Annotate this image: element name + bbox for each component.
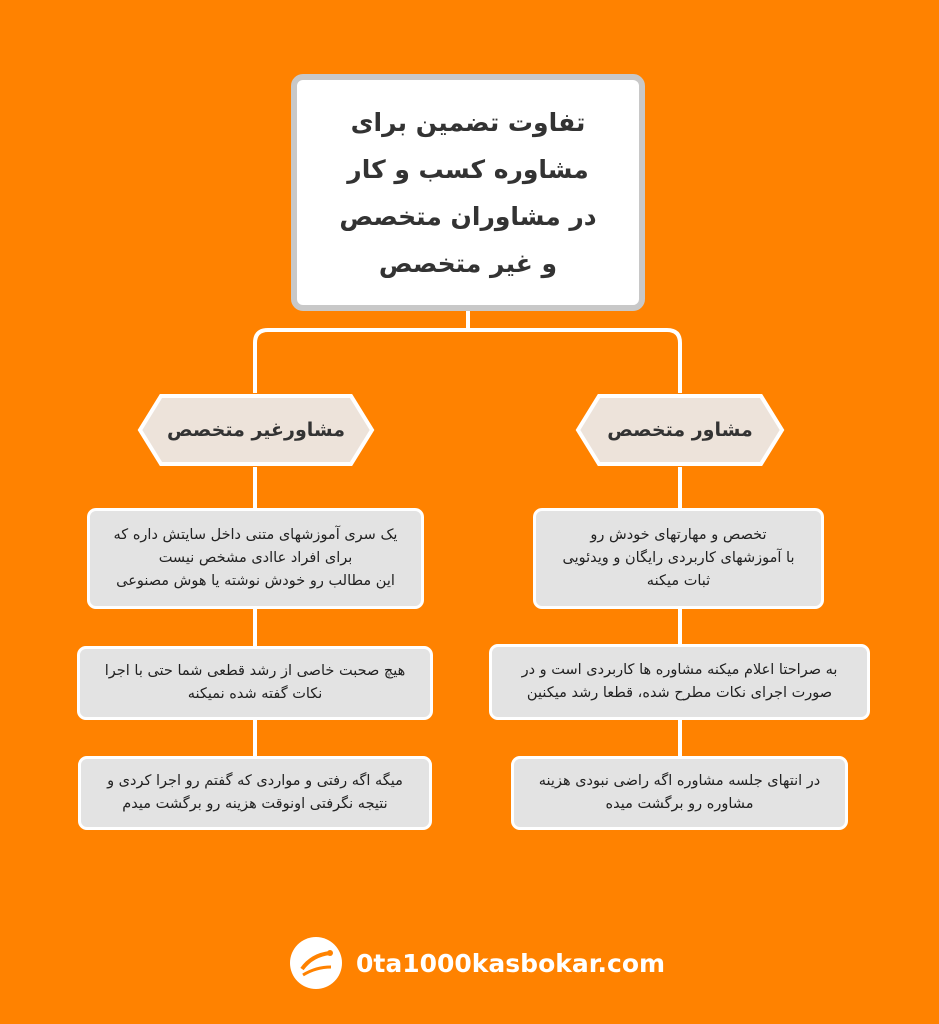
branch-expert [575,393,785,467]
title-box [291,74,645,311]
footer [290,935,670,991]
expert-item-2: به صراحتا اعلام میکنه مشاوره ها کاربردی است و در صورت اجرای نکات مطرح شده، قطعا رشد میکنین [489,644,870,720]
branch-label-expert: مشاور متخصص [607,419,753,441]
website-url[interactable]: 0ta1000kasbokar.com [356,948,666,978]
non-expert-item-1: یک سری آموزشهای متنی داخل سایتش داره که برای افراد عاادی مشخص نیست این مطالب رو خودش نوشته یا هوش مصنوعی [87,508,424,609]
diagram-title: تفاوت تضمین برای مشاوره کسب و کار در مشاوران متخصص و غیر متخصص [339,107,597,278]
expert-item-3: در انتهای جلسه مشاوره اگه راضی نبودی هزینه مشاوره رو برگشت میده [511,756,848,830]
brand-logo-icon [290,937,342,989]
non-expert-item-3: میگه اگه رفتی و مواردی که گفتم رو اجرا کردی و نتیجه نگرفتی اونوقت هزینه رو برگشت میدم [78,756,432,830]
expert-item-1: تخصص و مهارتهای خودش رو با آموزشهای کاربردی رایگان و ویدئویی ثبات میکنه [533,508,824,609]
branch-label-non-expert: مشاورغیر متخصص [166,419,345,441]
branch-non-expert [137,393,375,467]
non-expert-item-2: هیچ صحبت خاصی از رشد قطعی شما حتی با اجرا نکات گفته شده نمیکنه [77,646,433,720]
